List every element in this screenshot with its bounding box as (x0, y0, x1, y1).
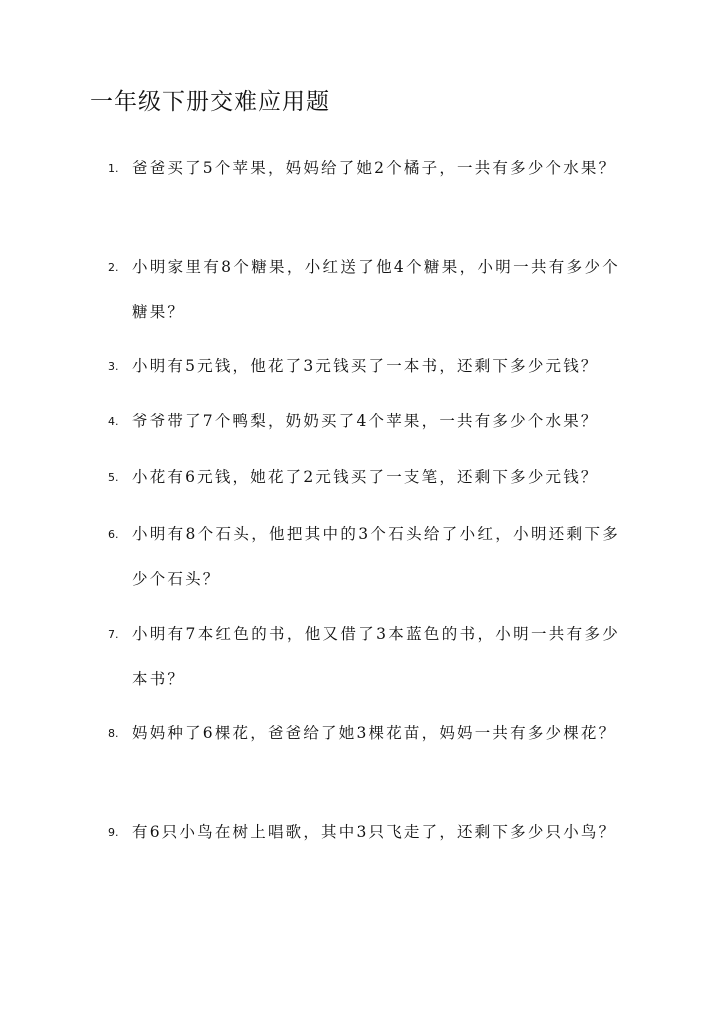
question-text: 小明有8个石头，他把其中的3个石头给了小红，小明还剩下多少个石头？ (132, 525, 620, 588)
question-text: 爸爸买了5个苹果，妈妈给了她2个橘子，一共有多少个水果？ (132, 159, 617, 177)
question-number: 9. (108, 826, 119, 839)
question-text: 小花有6元钱，她花了2元钱买了一支笔，还剩下多少元钱？ (132, 468, 599, 486)
question-text: 妈妈种了6棵花，爸爸给了她3棵花苗，妈妈一共有多少棵花？ (132, 724, 617, 742)
question-number: 3. (108, 360, 119, 373)
question-number: 5. (108, 471, 119, 484)
document-title: 一年级下册交难应用题 (90, 89, 330, 115)
question-text: 爷爷带了7个鸭梨，奶奶买了4个苹果，一共有多少个水果？ (132, 412, 599, 430)
question-number: 2. (108, 261, 119, 274)
question-number: 8. (108, 727, 119, 740)
question-number: 1. (108, 162, 119, 175)
question-text: 小明家里有8个糖果，小红送了他4个糖果，小明一共有多少个糖果？ (132, 258, 620, 321)
question-text: 小明有7本红色的书，他又借了3本蓝色的书，小明一共有多少本书？ (132, 625, 620, 688)
question-number: 6. (108, 528, 119, 541)
question-number: 7. (108, 628, 119, 641)
question-number: 4. (108, 415, 119, 428)
question-text: 有6只小鸟在树上唱歌，其中3只飞走了，还剩下多少只小鸟？ (132, 823, 617, 841)
question-text: 小明有5元钱，他花了3元钱买了一本书，还剩下多少元钱？ (132, 357, 599, 375)
